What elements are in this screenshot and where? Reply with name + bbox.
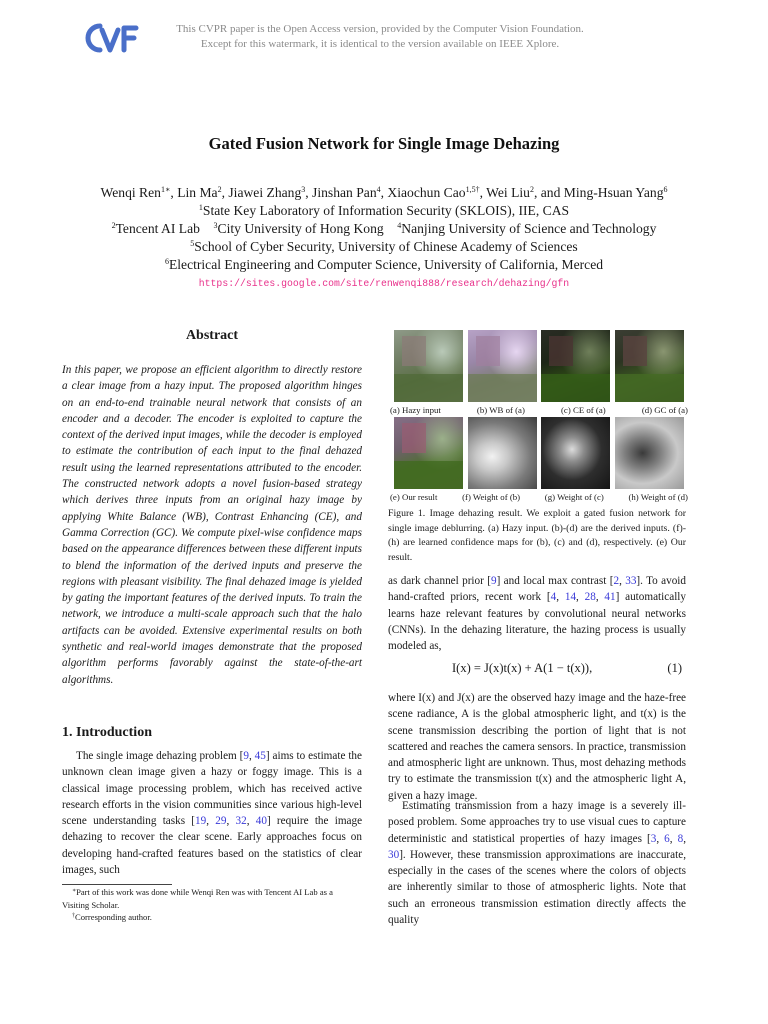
affiliation-6	[0, 256, 768, 274]
affiliation-1	[0, 202, 768, 220]
text-run: Estimating transmission from a hazy image is a severely ill-posed problem. Some approaches try to use visual cues to capture deterministic and statistical properties of hazy images [	[388, 800, 686, 845]
equation-expression: I(x) = J(x)t(x) + A(1 − t(x)),	[452, 661, 593, 675]
right-paragraph-2: where I(x) and J(x) are the observed hazy image and the haze-free scene radiance, A is the global atmospheric light, and t(x) is the scene transmission describing the portion of light that is not scattered and reaches the camera sensors. In practice, transmission and atmospheric light are unknown. Thus, most dehazing methods try to estimate the transmission t(x) and the atmospheric light A, given a hazy image.	[388, 692, 686, 802]
citation-link[interactable]: 14	[564, 591, 577, 604]
citation-link[interactable]: 32	[235, 815, 247, 828]
cvf-logo	[82, 18, 140, 60]
author-sup: 1,5†	[465, 185, 480, 194]
cvf-watermark	[150, 22, 610, 52]
footnote-text: Corresponding author.	[75, 912, 152, 922]
figure-row-2	[394, 417, 684, 489]
text-run: ,	[576, 591, 585, 604]
text-run: ,	[226, 815, 236, 828]
text-run: ,	[246, 815, 256, 828]
subfigure-caption: (f) Weight of (b)	[462, 492, 521, 502]
author-name: , Wei Liu	[479, 185, 530, 200]
text-run: ] automatically learns haze relevant features by convolutional neural networks (CNNs). In the dehazing literature, the hazing process is usually modeled as,	[388, 591, 687, 653]
image-our-result	[394, 417, 463, 489]
citation-link[interactable]: 29	[215, 815, 227, 828]
right-paragraph-1	[388, 573, 686, 654]
introduction-heading: 1. Introduction	[62, 725, 152, 740]
author-sup: 2	[529, 185, 534, 194]
author-sup: 1∗	[160, 185, 171, 194]
footnote-1	[62, 886, 362, 911]
abstract-text: In this paper, we propose an efficient algorithm to directly restore a clear image from a hazy input. The proposed algorithm hinges on an end-to-end trainable neural network that consists of an encoder and a decoder. The encoder is exploited to capture the context of the derived input images, while the decoder is employed to estimate the contribution of each input to the final dehazed result using the learned representations attributed to the encoder. The constructed network adopts a novel fusion-based strategy which derives three inputs from an original hazy image by applying White Balance (WB), Contrast Enhancing (CE), and Gamma Correction (GC). We compute pixel-wise confidence maps based on the appearance differences between these different inputs to blend the information of the derived inputs and preserve the regions with pleasant visibility. The final dehazed image is yielded by gating the important features of the derived inputs. To train the network, we introduce a multi-scale approach such that the halo artifacts can be avoided. Extensive experimental results on both synthetic and real-world images demonstrate that the proposed algorithm performs favorably against the state-of-the-art algorithms.	[62, 364, 362, 686]
text-run: as dark channel prior [	[388, 575, 491, 587]
text-run: ,	[206, 815, 216, 828]
citation-link[interactable]: 9	[490, 575, 497, 587]
citation-link[interactable]: 45	[254, 750, 266, 762]
text-run: ,	[619, 575, 626, 587]
text-run: ]. However, these transmission approximations are inaccurate, especially in the cases of the scenes where the colors of objects are inherently similar to those of atmospheric lights. Note that such an erroneous transmission estimation directly affects the quality	[388, 848, 686, 927]
footnote-rule	[62, 884, 172, 885]
project-url-link[interactable]: https://sites.google.com/site/renwenqi888/research/dehazing/gfn	[198, 278, 570, 289]
affiliation-text: City University of Hong Kong	[217, 221, 384, 236]
affiliation-sup: 1	[198, 203, 203, 212]
citation-link[interactable]: 41	[604, 591, 616, 604]
text-run: ] and local max contrast [	[496, 575, 614, 587]
subfigure-caption: (e) Our result	[390, 492, 438, 502]
citation-link[interactable]: 40	[255, 815, 267, 828]
footnotes	[62, 886, 362, 924]
text-run: ,	[683, 832, 686, 845]
text-run: ,	[248, 750, 255, 762]
affiliation-text: Nanjing University of Science and Technology	[401, 221, 657, 236]
text-run: ] require the image dehazing to recover the clear scene. Early approaches focus on developing hand-crafted features based on the statistics of clear images, such	[62, 815, 363, 877]
author-name: , and Ming-Hsuan Yang	[533, 185, 664, 200]
author-sup: 4	[376, 185, 381, 194]
affiliation-5	[0, 238, 768, 256]
text-run: ,	[656, 832, 665, 845]
affiliation-sup: 2	[111, 221, 116, 230]
image-contrast-enhanced	[541, 330, 610, 402]
affiliation-text: Tencent AI Lab	[115, 221, 200, 236]
figure-1-caption: Figure 1. Image dehazing result. We exploit a gated fusion network for single image deblurring. (a) Hazy input. (b)-(d) are the derived inputs. (f)-(h) are learned confidence maps for (b), (c) and (d), respectively. (e) Our result.	[388, 508, 686, 563]
author-name: , Lin Ma	[170, 185, 218, 200]
text-run: The single image dehazing problem [	[76, 750, 244, 762]
image-weight-ce	[541, 417, 610, 489]
watermark-line-1: This CVPR paper is the Open Access version, provided by the Computer Vision Foundation.	[176, 23, 584, 35]
citation-link[interactable]: 9	[243, 750, 249, 762]
affiliation-sup: 5	[190, 239, 195, 248]
figure-captions-row-2	[390, 492, 688, 502]
introduction-paragraph	[62, 748, 362, 878]
text-run: ,	[556, 591, 565, 604]
subfigure-caption: (h) Weight of (d)	[628, 492, 688, 502]
citation-link[interactable]: 4	[550, 591, 557, 604]
figure-captions-row-1	[390, 405, 688, 415]
figure-row-1	[394, 330, 684, 402]
author-name: , Jiawei Zhang	[221, 185, 302, 200]
author-list	[0, 184, 768, 202]
affiliation-text: State Key Laboratory of Information Security (SKLOIS), IIE, CAS	[202, 203, 570, 218]
text-run: ,	[595, 591, 605, 604]
author-name: , Xiaochun Cao	[380, 185, 466, 200]
author-block	[0, 184, 768, 293]
subfigure-caption: (b) WB of (a)	[476, 405, 525, 415]
text-run: ] aims to estimate the unknown clean image given a hazy or foggy image. This is a classical image processing problem, which has received active research efforts in the vision communities since various high-level scene understanding tasks [	[62, 750, 362, 828]
affiliation-2-3-4	[0, 220, 768, 238]
subfigure-caption: (c) CE of (a)	[561, 405, 606, 415]
equation-1	[388, 661, 686, 679]
citation-link[interactable]: 19	[195, 815, 207, 828]
abstract-heading: Abstract	[185, 328, 239, 343]
image-hazy-input	[394, 330, 463, 402]
affiliation-text: Electrical Engineering and Computer Science, University of California, Merced	[168, 257, 604, 272]
footnote-mark: ∗	[72, 888, 77, 894]
citation-link[interactable]: 3	[650, 832, 657, 845]
citation-link[interactable]: 2	[613, 575, 620, 587]
subfigure-caption: (a) Hazy input	[390, 405, 441, 415]
citation-link[interactable]: 6	[664, 832, 670, 845]
footnote-text: Part of this work was done while Wenqi Ren was with Tencent AI Lab as a Visiting Scholar.	[62, 887, 333, 910]
footnote-2	[62, 911, 362, 924]
footnote-mark: †	[72, 913, 75, 919]
image-weight-gc	[615, 417, 684, 489]
subfigure-caption: (d) GC of (a)	[641, 405, 688, 415]
image-white-balance	[468, 330, 537, 402]
author-sup: 6	[663, 185, 668, 194]
right-paragraph-3	[388, 798, 686, 928]
author-name: Wenqi Ren	[100, 185, 161, 200]
affiliation-sup: 6	[164, 257, 169, 266]
citation-link[interactable]: 30	[388, 848, 400, 861]
author-sup: 2	[217, 185, 222, 194]
equation-number: (1)	[667, 661, 682, 675]
affiliation-sup: 4	[397, 221, 402, 230]
paper-title: Gated Fusion Network for Single Image Dehazing	[208, 134, 560, 153]
text-run: ,	[669, 832, 678, 845]
affiliation-sup: 3	[213, 221, 218, 230]
citation-link[interactable]: 33	[625, 575, 637, 587]
image-gamma-corrected	[615, 330, 684, 402]
citation-link[interactable]: 8	[677, 832, 684, 845]
affiliation-text: School of Cyber Security, University of Chinese Academy of Sciences	[194, 239, 578, 254]
author-name: , Jinshan Pan	[305, 185, 377, 200]
author-sup: 3	[301, 185, 306, 194]
text-run: ]. To avoid hand-crafted priors, recent work [	[388, 575, 686, 604]
watermark-line-2: Except for this watermark, it is identical to the version available on IEEE Xplore.	[200, 38, 560, 50]
citation-link[interactable]: 28	[584, 591, 596, 604]
subfigure-caption: (g) Weight of (c)	[544, 492, 604, 502]
image-weight-wb	[468, 417, 537, 489]
